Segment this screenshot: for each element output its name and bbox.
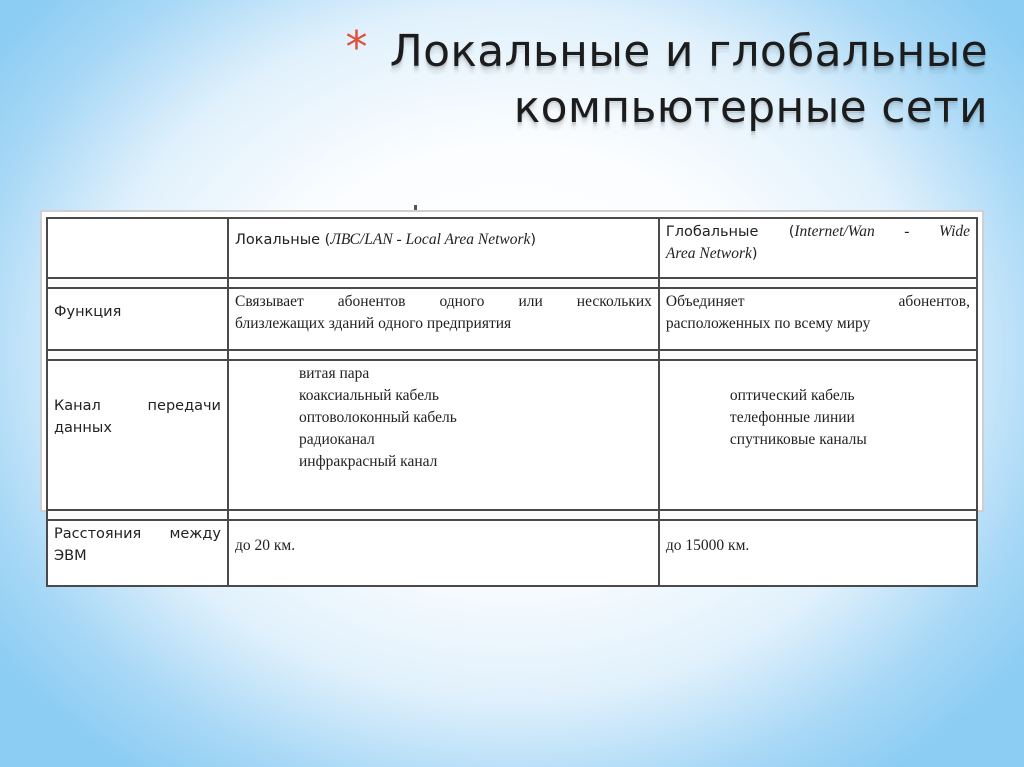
list-item: инфракрасный канал: [298, 453, 438, 470]
channel-global-list: [666, 363, 970, 451]
list-item: телефонные линии: [729, 409, 855, 426]
list-item: оптический кабель: [729, 387, 855, 404]
header-global-suffix: ): [751, 246, 758, 262]
list-item: спутниковые каналы: [729, 431, 867, 448]
channel-label-line1: Канал передачи: [54, 398, 221, 414]
title-text-1: Локальные и глобальные: [389, 26, 988, 77]
function-global-line2: расположенных по всему миру: [665, 315, 871, 332]
table-row-header: [47, 218, 977, 278]
table-spacer: [47, 510, 977, 520]
table-row-function: [47, 288, 977, 350]
distance-label-line1: Расстояния между: [54, 526, 221, 542]
title-line-1: [300, 24, 988, 80]
function-local-line2: близлежащих зданий одного предприятия: [234, 315, 512, 332]
list-item: коаксиальный кабель: [298, 387, 439, 404]
distance-label-line2: ЭВМ: [54, 548, 87, 564]
stray-mark: [414, 205, 417, 212]
distance-local-value: до 20 км.: [234, 537, 296, 554]
function-local-line1: Связывает абонентов одного или нескольких: [234, 293, 652, 310]
header-empty-cell: [47, 218, 228, 278]
table-spacer: [47, 278, 977, 288]
list-item: витая пара: [298, 365, 370, 382]
list-item: оптоволоконный кабель: [298, 409, 457, 426]
header-local-prefix: Локальные (: [234, 232, 331, 248]
function-local-cell: [228, 288, 659, 350]
table-spacer: [47, 350, 977, 360]
channel-local-cell: [228, 360, 659, 510]
header-global-prefix: Глобальные (: [665, 224, 795, 240]
list-item: радиоканал: [298, 431, 375, 448]
distance-local-cell: [228, 520, 659, 586]
channel-local-list: [235, 363, 652, 473]
header-local-abbr: ЛВС/LAN - Local Area Network: [330, 231, 531, 248]
table-row-channel: [47, 360, 977, 510]
header-global-line2: Area Network: [665, 245, 752, 262]
asterisk-bullet-icon: *: [345, 22, 368, 73]
distance-global-value: до 15000 км.: [665, 537, 750, 554]
function-global-cell: [659, 288, 977, 350]
distance-global-cell: [659, 520, 977, 586]
channel-global-cell: [659, 360, 977, 510]
slide-title: [300, 24, 988, 136]
header-local-cell: [228, 218, 659, 278]
table-image: [42, 212, 982, 564]
channel-label-line2: данных: [54, 420, 112, 436]
distance-label-cell: [47, 520, 228, 586]
function-label: Функция: [54, 304, 122, 320]
title-line-2: компьютерные сети: [513, 82, 988, 133]
table-row-distance: [47, 520, 977, 586]
channel-label-cell: [47, 360, 228, 510]
function-global-line1: Объединяет абонентов,: [665, 293, 970, 310]
header-global-cell: [659, 218, 977, 278]
function-label-cell: [47, 288, 228, 350]
header-global-line1: Internet/Wan - Wide: [794, 223, 970, 240]
comparison-table: [46, 217, 978, 587]
header-local-suffix: ): [530, 232, 537, 248]
